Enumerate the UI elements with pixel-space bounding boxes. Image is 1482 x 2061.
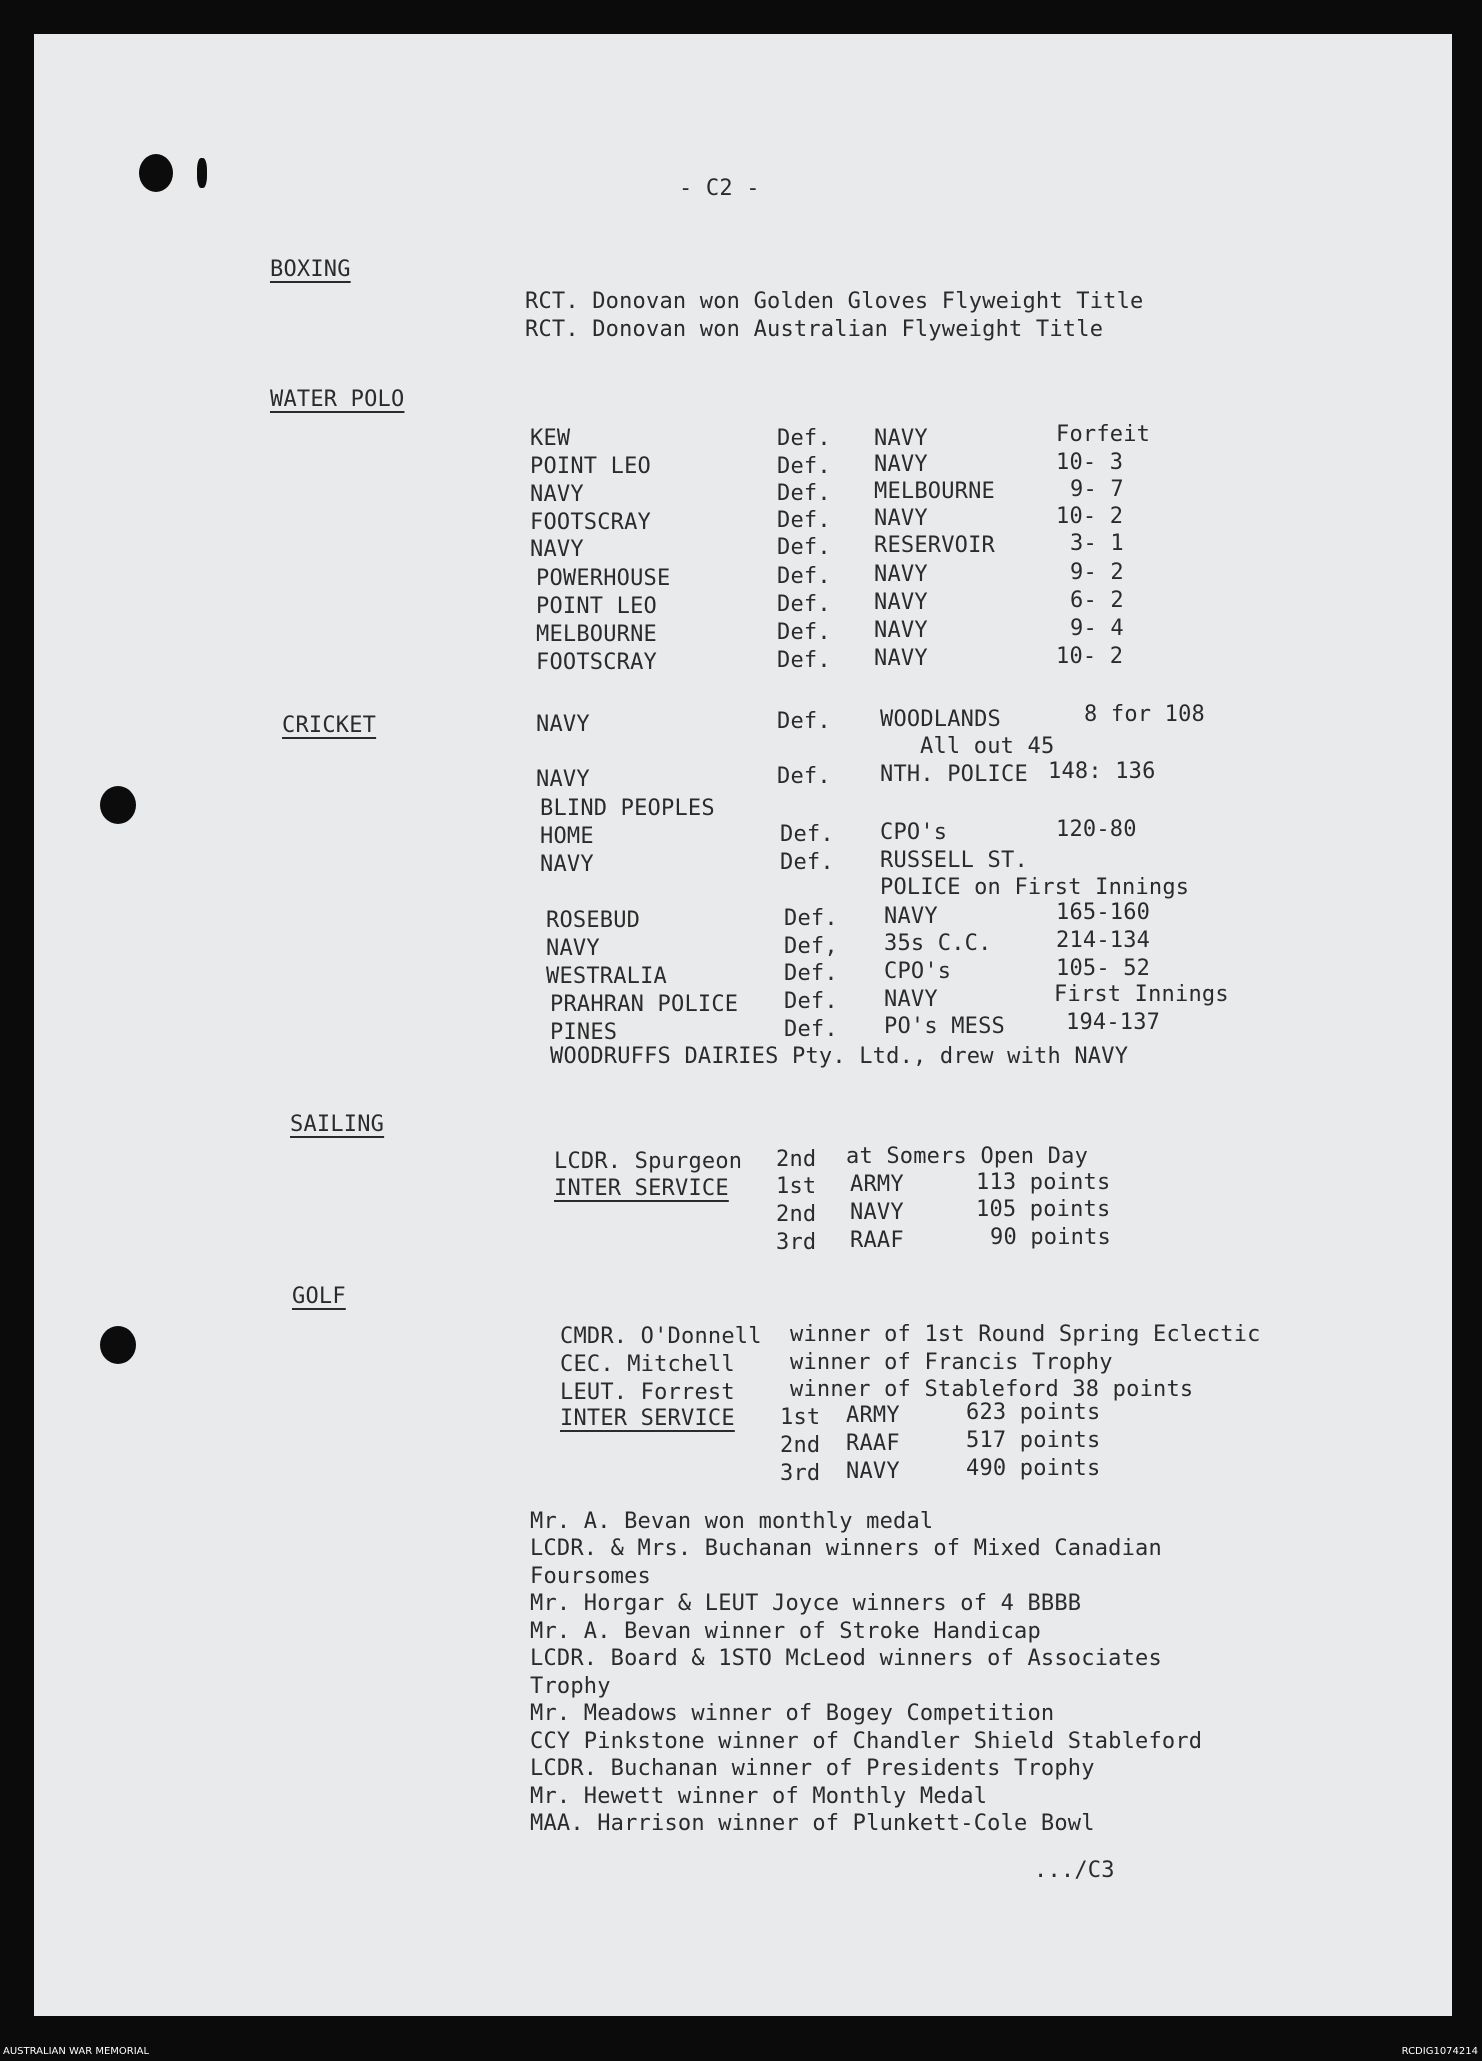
water-polo-score: 10- 2 xyxy=(1056,644,1124,669)
golf-place: 3rd xyxy=(780,1461,821,1486)
water-polo-loser: NAVY xyxy=(874,426,928,451)
cricket-def: Def. xyxy=(780,822,834,847)
water-polo-winner: FOOTSCRAY xyxy=(530,510,652,535)
golf-heading: GOLF xyxy=(292,1284,346,1309)
golf-result: winner of Stableford 38 points xyxy=(790,1377,1194,1402)
water-polo-score: 10- 3 xyxy=(1056,450,1124,475)
water-polo-loser: RESERVOIR xyxy=(874,533,996,558)
cricket-loser: RUSSELL ST. xyxy=(880,848,1028,873)
sailing-points: 90 points xyxy=(990,1225,1112,1250)
cricket-loser: PO's MESS xyxy=(884,1014,1006,1039)
water-polo-loser: NAVY xyxy=(874,562,928,587)
water-polo-def: Def. xyxy=(777,426,831,451)
cricket-winner: PRAHRAN POLICE xyxy=(550,992,739,1017)
sailing-place: 3rd xyxy=(776,1230,817,1255)
golf-line: CCY Pinkstone winner of Chandler Shield Stableford xyxy=(530,1729,1203,1754)
golf-line: Mr. A. Bevan winner of Stroke Handicap xyxy=(530,1619,1041,1644)
cricket-winner: NAVY xyxy=(546,936,600,961)
golf-points: 623 points xyxy=(966,1400,1101,1425)
golf-line: Mr. Horgar & LEUT Joyce winners of 4 BBBB xyxy=(530,1591,1082,1616)
page-number: - C2 - xyxy=(679,176,760,201)
golf-line: MAA. Harrison winner of Plunkett-Cole Bowl xyxy=(530,1811,1095,1836)
cricket-winner: NAVY xyxy=(536,767,590,792)
punch-hole-top xyxy=(139,154,173,192)
water-polo-loser: NAVY xyxy=(874,590,928,615)
cricket-winner: HOME xyxy=(540,824,594,849)
water-polo-loser: NAVY xyxy=(874,618,928,643)
golf-points: 490 points xyxy=(966,1456,1101,1481)
cricket-loser: CPO's xyxy=(884,959,952,984)
water-polo-winner: NAVY xyxy=(530,482,584,507)
golf-line: LCDR. Buchanan winner of Presidents Trophy xyxy=(530,1756,1095,1781)
water-polo-score: 9- 4 xyxy=(1070,616,1124,641)
golf-line: Trophy xyxy=(530,1674,611,1699)
sailing-name: LCDR. Spurgeon xyxy=(554,1149,743,1174)
water-polo-score: 3- 1 xyxy=(1070,531,1124,556)
cricket-loser: NAVY xyxy=(884,904,938,929)
cricket-def: Def. xyxy=(784,1017,838,1042)
golf-line: Mr. Hewett winner of Monthly Medal xyxy=(530,1784,988,1809)
golf-place: 2nd xyxy=(780,1433,821,1458)
golf-team: ARMY xyxy=(846,1403,900,1428)
water-polo-winner: MELBOURNE xyxy=(536,622,658,647)
golf-result: winner of Francis Trophy xyxy=(790,1350,1113,1375)
golf-name: CEC. Mitchell xyxy=(560,1352,735,1377)
water-polo-loser: NAVY xyxy=(874,506,928,531)
cricket-score: 165-160 xyxy=(1056,900,1151,925)
sailing-inter-service: INTER SERVICE xyxy=(554,1176,729,1201)
cricket-score: 105- 52 xyxy=(1056,956,1151,981)
cricket-winner: PINES xyxy=(550,1020,618,1045)
cricket-winner: ROSEBUD xyxy=(546,908,641,933)
golf-name: LEUT. Forrest xyxy=(560,1380,735,1405)
sailing-team: RAAF xyxy=(850,1228,904,1253)
water-polo-score: Forfeit xyxy=(1056,422,1151,447)
cricket-heading: CRICKET xyxy=(282,713,377,738)
water-polo-heading: WATER POLO xyxy=(270,387,405,412)
cricket-score: 194-137 xyxy=(1066,1010,1161,1035)
golf-line: Foursomes xyxy=(530,1564,652,1589)
golf-team: RAAF xyxy=(846,1431,900,1456)
cricket-def: Def, xyxy=(784,934,838,959)
water-polo-winner: POWERHOUSE xyxy=(536,566,671,591)
cricket-winner: WESTRALIA xyxy=(546,964,668,989)
cricket-def: Def. xyxy=(784,961,838,986)
document-page xyxy=(34,34,1452,2016)
sailing-points: 105 points xyxy=(976,1197,1111,1222)
cricket-loser: NAVY xyxy=(884,987,938,1012)
sailing-team: ARMY xyxy=(850,1172,904,1197)
golf-line: LCDR. Board & 1STO McLeod winners of Associates xyxy=(530,1646,1162,1671)
water-polo-score: 6- 2 xyxy=(1070,588,1124,613)
cricket-def: Def. xyxy=(780,850,834,875)
golf-place: 1st xyxy=(780,1405,821,1430)
sailing-place: 2nd xyxy=(776,1202,817,1227)
cricket-loser: CPO's xyxy=(880,820,948,845)
water-polo-def: Def. xyxy=(777,508,831,533)
golf-line: Mr. A. Bevan won monthly medal xyxy=(530,1509,934,1534)
water-polo-loser: MELBOURNE xyxy=(874,479,996,504)
cricket-line: WOODRUFFS DAIRIES Pty. Ltd., drew with NAVY xyxy=(550,1044,1129,1069)
cricket-def: Def. xyxy=(777,709,831,734)
cricket-note: POLICE on First Innings xyxy=(880,875,1190,900)
water-polo-winner: NAVY xyxy=(530,537,584,562)
continuation-marker: .../C3 xyxy=(1034,1858,1115,1883)
water-polo-winner: FOOTSCRAY xyxy=(536,650,658,675)
cricket-loser: WOODLANDS xyxy=(880,707,1002,732)
water-polo-def: Def. xyxy=(777,481,831,506)
cricket-winner: BLIND PEOPLES xyxy=(540,796,715,821)
golf-inter-service: INTER SERVICE xyxy=(560,1406,735,1431)
water-polo-def: Def. xyxy=(777,592,831,617)
sailing-points: 113 points xyxy=(976,1170,1111,1195)
golf-points: 517 points xyxy=(966,1428,1101,1453)
punch-hole-bottom xyxy=(100,1326,136,1364)
sailing-position: 2nd xyxy=(776,1147,817,1172)
cricket-def: Def. xyxy=(784,906,838,931)
cricket-note: All out 45 xyxy=(920,734,1055,759)
punch-hole-tear xyxy=(197,158,207,188)
sailing-team: NAVY xyxy=(850,1200,904,1225)
water-polo-def: Def. xyxy=(777,620,831,645)
golf-line: LCDR. & Mrs. Buchanan winners of Mixed Canadian xyxy=(530,1536,1162,1561)
boxing-line: RCT. Donovan won Golden Gloves Flyweight Title xyxy=(525,289,1144,314)
cricket-winner: NAVY xyxy=(536,712,590,737)
golf-result: winner of 1st Round Spring Eclectic xyxy=(790,1322,1261,1347)
punch-hole-middle xyxy=(100,786,136,824)
cricket-loser: 35s C.C. xyxy=(884,931,992,956)
footer-bar xyxy=(0,2016,1482,2061)
water-polo-def: Def. xyxy=(777,564,831,589)
cricket-winner: NAVY xyxy=(540,852,594,877)
sailing-place: 1st xyxy=(776,1174,817,1199)
golf-line: Mr. Meadows winner of Bogey Competition xyxy=(530,1701,1055,1726)
footer-right: RCDIG1074214 xyxy=(1401,2046,1478,2057)
sailing-event: at Somers Open Day xyxy=(846,1144,1089,1169)
water-polo-loser: NAVY xyxy=(874,452,928,477)
water-polo-winner: KEW xyxy=(530,426,571,451)
cricket-score: 148: 136 xyxy=(1048,759,1156,784)
golf-team: NAVY xyxy=(846,1459,900,1484)
water-polo-loser: NAVY xyxy=(874,646,928,671)
water-polo-def: Def. xyxy=(777,648,831,673)
water-polo-winner: POINT LEO xyxy=(536,594,658,619)
water-polo-score: 9- 7 xyxy=(1070,477,1124,502)
water-polo-score: 10- 2 xyxy=(1056,504,1124,529)
golf-name: CMDR. O'Donnell xyxy=(560,1324,762,1349)
sailing-heading: SAILING xyxy=(290,1112,385,1137)
boxing-line: RCT. Donovan won Australian Flyweight Title xyxy=(525,317,1104,342)
cricket-score: 120-80 xyxy=(1056,817,1137,842)
cricket-score: 214-134 xyxy=(1056,928,1151,953)
water-polo-def: Def. xyxy=(777,454,831,479)
water-polo-score: 9- 2 xyxy=(1070,560,1124,585)
cricket-score: 8 for 108 xyxy=(1084,702,1206,727)
footer-left: AUSTRALIAN WAR MEMORIAL xyxy=(3,2046,150,2057)
cricket-def: Def. xyxy=(777,764,831,789)
water-polo-def: Def. xyxy=(777,535,831,560)
cricket-score: First Innings xyxy=(1054,982,1229,1007)
cricket-def: Def. xyxy=(784,989,838,1014)
cricket-loser: NTH. POLICE xyxy=(880,762,1028,787)
water-polo-winner: POINT LEO xyxy=(530,454,652,479)
boxing-heading: BOXING xyxy=(270,257,351,282)
